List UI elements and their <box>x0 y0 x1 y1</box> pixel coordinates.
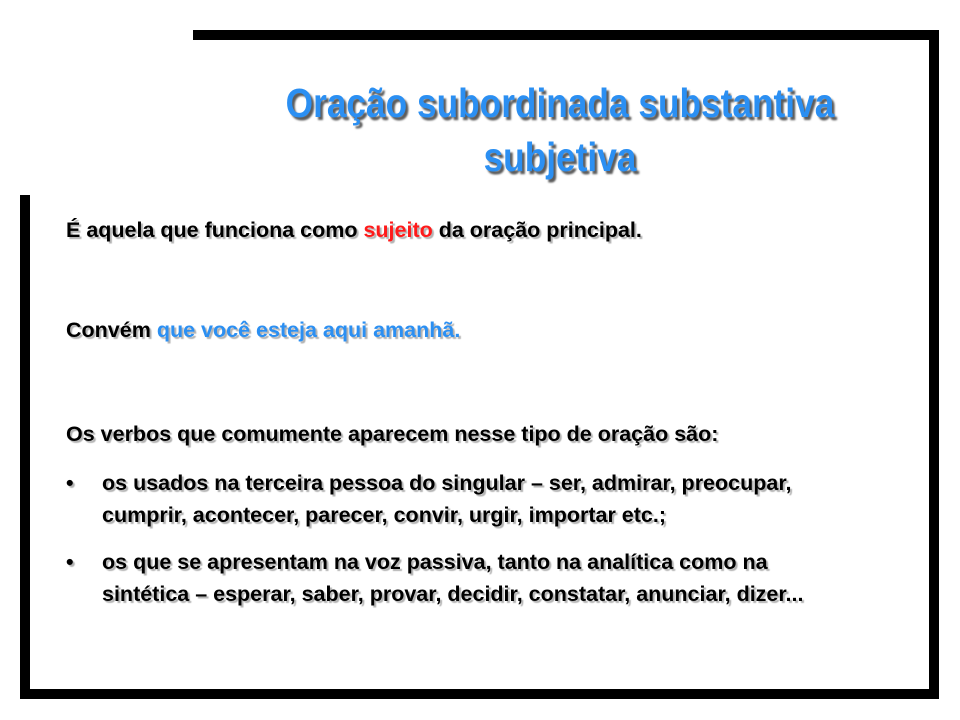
example-highlight: que você esteja aqui amanhã. <box>156 318 461 342</box>
bullet-line-1: os usados na terceira pessoa do singular – ser, admirar, preocupar, <box>102 471 792 495</box>
frame-bottom-border <box>20 689 939 699</box>
slide-title-line-1: Oração subordinada substantiva <box>285 80 835 126</box>
slide-title <box>250 76 869 184</box>
definition-after: da oração principal. <box>432 218 642 242</box>
frame-right-border <box>929 30 939 699</box>
frame-top-border <box>193 30 939 40</box>
example-sentence <box>66 314 460 346</box>
bullet-dot-icon: • <box>66 471 74 495</box>
slide-title-line-2: subjetiva <box>483 134 637 180</box>
example-before: Convém <box>66 318 157 342</box>
bullet-dot-icon: • <box>66 550 74 574</box>
definition-before: É aquela que funciona como <box>66 218 364 242</box>
bullet-line-1: os que se apresentam na voz passiva, tanto na analítica como na <box>102 550 768 574</box>
bullet-item <box>66 467 916 531</box>
verbs-intro: Os verbos que comumente aparecem nesse tipo de oração são: <box>66 422 719 446</box>
definition-text <box>66 214 642 246</box>
bullet-line-2: cumprir, acontecer, parecer, convir, urgir, importar etc.; <box>102 503 667 527</box>
frame-left-border <box>20 195 30 699</box>
definition-highlight: sujeito <box>363 218 433 242</box>
bullet-item <box>66 546 916 610</box>
bullet-line-2: sintética – esperar, saber, provar, decidir, constatar, anunciar, dizer... <box>102 582 804 606</box>
